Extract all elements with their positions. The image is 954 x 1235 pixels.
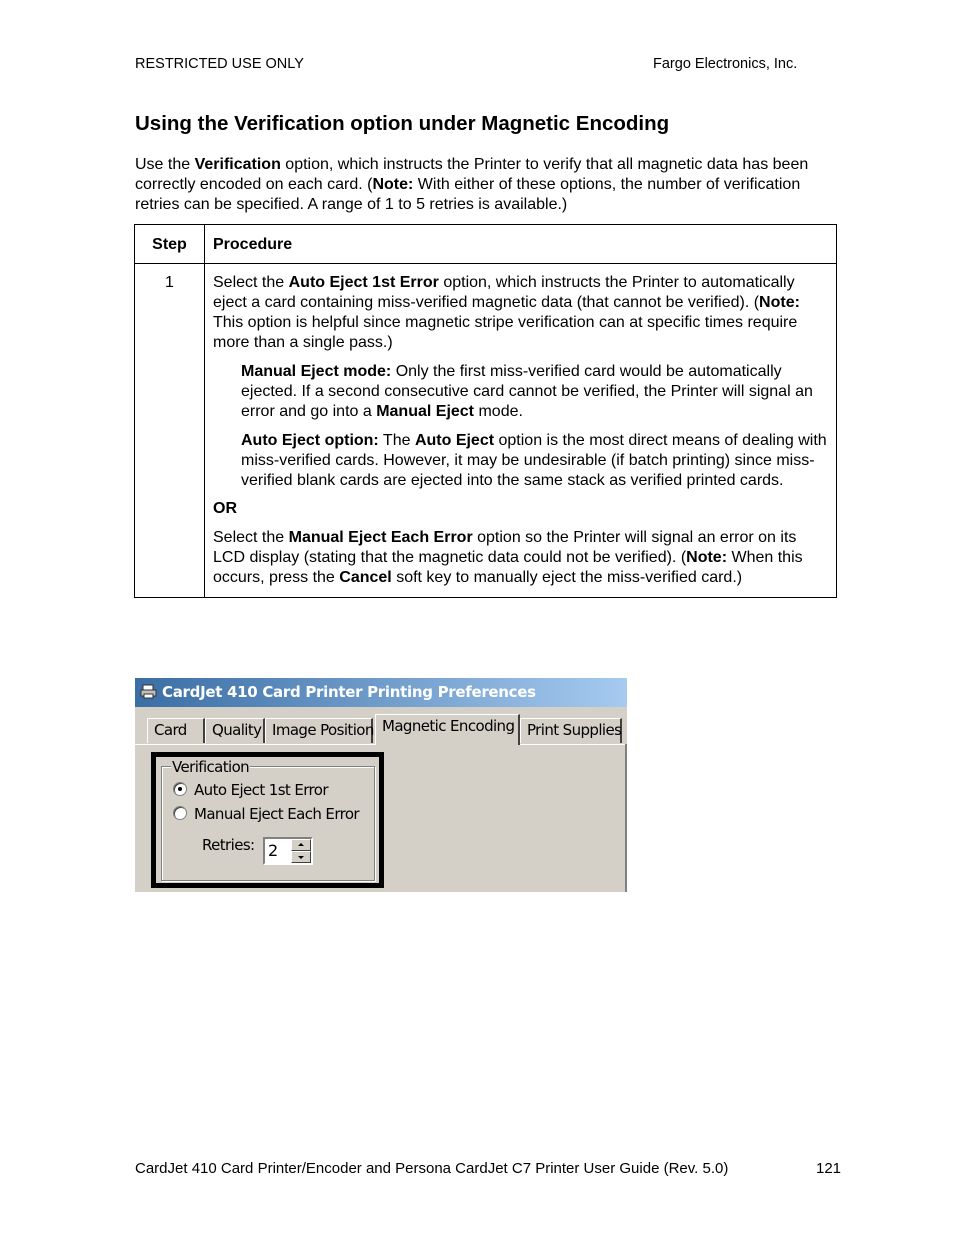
- printing-preferences-screenshot: [135, 678, 627, 892]
- table-row: [135, 264, 837, 598]
- dialog-title: CardJet 410 Card Printer Printing Preferences: [162, 683, 536, 701]
- radio-unselected-icon[interactable]: [173, 806, 187, 820]
- tab-magnetic-encoding[interactable]: Magnetic Encoding: [375, 714, 520, 745]
- or-separator: OR: [213, 500, 237, 517]
- manual-eject-mode-note: Manual Eject mode: Only the first miss-verified card would be automatically ejected. If a second consecutive card cannot be verified, the Printer will signal an error and go into a Manual Eject mode.: [241, 363, 813, 420]
- header-procedure: Procedure: [205, 225, 837, 264]
- spin-buttons: [291, 839, 311, 863]
- running-header-left: RESTRICTED USE ONLY: [135, 56, 304, 72]
- auto-eject-option-note: Auto Eject option: The Auto Eject option is the most direct means of dealing with miss-verified cards. However, it may be undesirable (if batch printing) since miss-verified blank cards are ejected into the same stack as verified printed cards.: [241, 432, 827, 489]
- tab-print-supplies[interactable]: Print Supplies: [520, 718, 622, 743]
- radio-selected-icon[interactable]: [173, 782, 187, 796]
- printer-icon: [140, 684, 157, 699]
- tab-strip: [135, 714, 627, 744]
- running-header-right: Fargo Electronics, Inc.: [653, 56, 798, 72]
- retries-label: Retries:: [202, 836, 255, 854]
- radio-auto-eject-1st-error[interactable]: [173, 781, 328, 799]
- procedure-table: [134, 224, 837, 598]
- footer-text: CardJet 410 Card Printer/Encoder and Persona CardJet C7 Printer User Guide (Rev. 5.0): [135, 1160, 729, 1177]
- header-step: Step: [135, 225, 205, 264]
- procedure-cell: [205, 264, 837, 598]
- retries-value[interactable]: 2: [268, 841, 279, 860]
- dialog-title-bar: [135, 678, 627, 707]
- spin-up-button[interactable]: [291, 839, 311, 851]
- radio-manual-eject-label: Manual Eject Each Error: [194, 805, 359, 823]
- section-title: Using the Verification option under Magnetic Encoding: [135, 112, 670, 135]
- radio-auto-eject-label: Auto Eject 1st Error: [194, 781, 328, 799]
- tab-image-position[interactable]: Image Position: [265, 718, 373, 743]
- tab-panel-shadow: [625, 744, 627, 892]
- spin-down-button[interactable]: [291, 851, 311, 863]
- step-number: 1: [135, 264, 205, 598]
- procedure-paragraph-2: Select the Manual Eject Each Error option so the Printer will signal an error on its LCD display (stating that the magnetic data could not be verified). (Note: When this occurs, press the Cancel soft key to manually eject the miss-verified card.): [213, 529, 803, 586]
- radio-manual-eject-each-error[interactable]: [173, 805, 359, 823]
- tab-card[interactable]: Card: [147, 718, 205, 743]
- intro-paragraph: Use the Verification option, which instructs the Printer to verify that all magnetic data has been correctly encoded on each card. (Note: With either of these options, the number of verification retries can be specified. A range of 1 to 5 retries is available.): [135, 156, 809, 213]
- verification-group-label: Verification: [172, 758, 250, 776]
- tab-quality[interactable]: Quality: [205, 718, 265, 743]
- procedure-paragraph-1: Select the Auto Eject 1st Error option, which instructs the Printer to automatically eject a card containing miss-verified magnetic data (that cannot be verified). (Note: This option is helpful since magnetic stripe verification can at specific times require more than a single pass.): [213, 274, 800, 351]
- arrow-up-icon: [298, 843, 304, 846]
- retries-stepper[interactable]: [263, 837, 313, 865]
- arrow-down-icon: [298, 856, 304, 859]
- table-header-row: [135, 225, 837, 264]
- page-number: 121: [816, 1160, 842, 1177]
